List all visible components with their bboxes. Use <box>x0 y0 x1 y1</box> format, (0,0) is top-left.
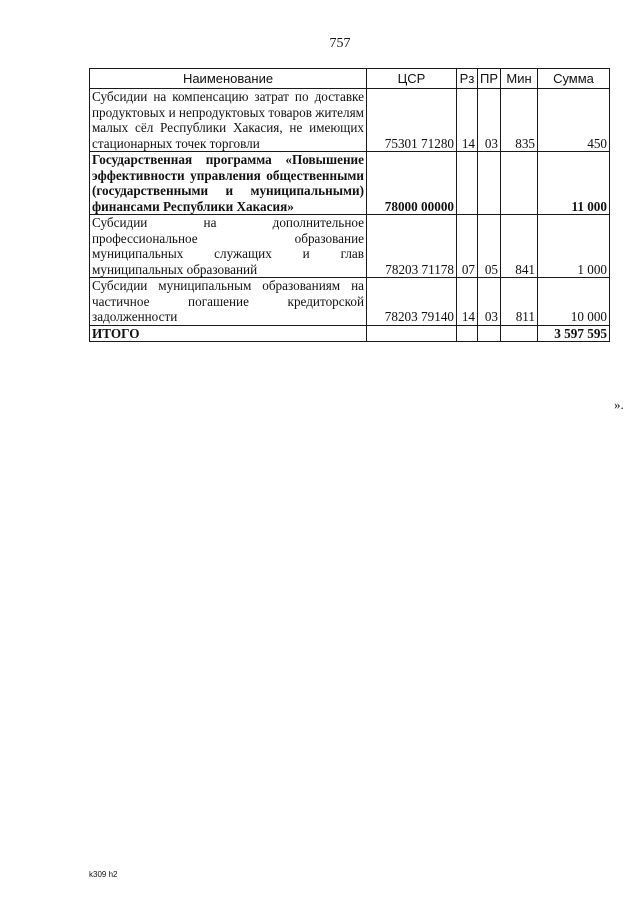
budget-table <box>89 68 610 342</box>
row-name: Субсидии на дополнительное профессиональное образование муниципальных служащих и глав муниципальных образований <box>90 215 367 278</box>
closing-quote: ». <box>614 397 624 412</box>
total-row <box>90 325 610 342</box>
total-sum: 3 597 595 <box>538 325 610 342</box>
row-sum: 10 000 <box>538 278 610 326</box>
header-min: Мин <box>501 69 538 89</box>
total-empty-cell <box>478 325 501 342</box>
row-rz <box>457 152 478 215</box>
table-header-row <box>90 69 610 89</box>
row-pr: 03 <box>478 89 501 152</box>
row-sum: 1 000 <box>538 215 610 278</box>
total-empty-cell <box>501 325 538 342</box>
table-row <box>90 278 610 326</box>
total-empty-cell <box>367 325 457 342</box>
row-pr <box>478 152 501 215</box>
table-row <box>90 89 610 152</box>
table-row <box>90 215 610 278</box>
row-name: Субсидии на компенсацию затрат по доставке продуктовых и непродуктовых товаров жителям малых сёл Республики Хакасия, не имеющих стационарных точек торговли <box>90 89 367 152</box>
row-csr: 78203 79140 <box>367 278 457 326</box>
header-rz: Рз <box>457 69 478 89</box>
row-rz: 14 <box>457 89 478 152</box>
row-pr: 05 <box>478 215 501 278</box>
row-min: 811 <box>501 278 538 326</box>
header-name: Наименование <box>90 69 367 89</box>
header-pr: ПР <box>478 69 501 89</box>
row-sum: 450 <box>538 89 610 152</box>
row-min: 835 <box>501 89 538 152</box>
page-number: 757 <box>329 36 351 51</box>
row-name: Субсидии муниципальным образованиям на частичное погашение кредиторской задолженности <box>90 278 367 326</box>
row-pr: 03 <box>478 278 501 326</box>
row-csr: 78000 00000 <box>367 152 457 215</box>
document-code: k309 h2 <box>89 870 118 879</box>
table-row-program <box>90 152 610 215</box>
total-label: ИТОГО <box>90 325 367 342</box>
row-rz: 07 <box>457 215 478 278</box>
header-sum: Сумма <box>538 69 610 89</box>
row-name: Государственная программа «Повышение эффективности управления общественными (государственными и муниципальными) финансами Республики Хакасия» <box>90 152 367 215</box>
row-csr: 75301 71280 <box>367 89 457 152</box>
row-min <box>501 152 538 215</box>
total-empty-cell <box>457 325 478 342</box>
row-min: 841 <box>501 215 538 278</box>
row-rz: 14 <box>457 278 478 326</box>
row-sum: 11 000 <box>538 152 610 215</box>
row-csr: 78203 71178 <box>367 215 457 278</box>
header-csr: ЦСР <box>367 69 457 89</box>
